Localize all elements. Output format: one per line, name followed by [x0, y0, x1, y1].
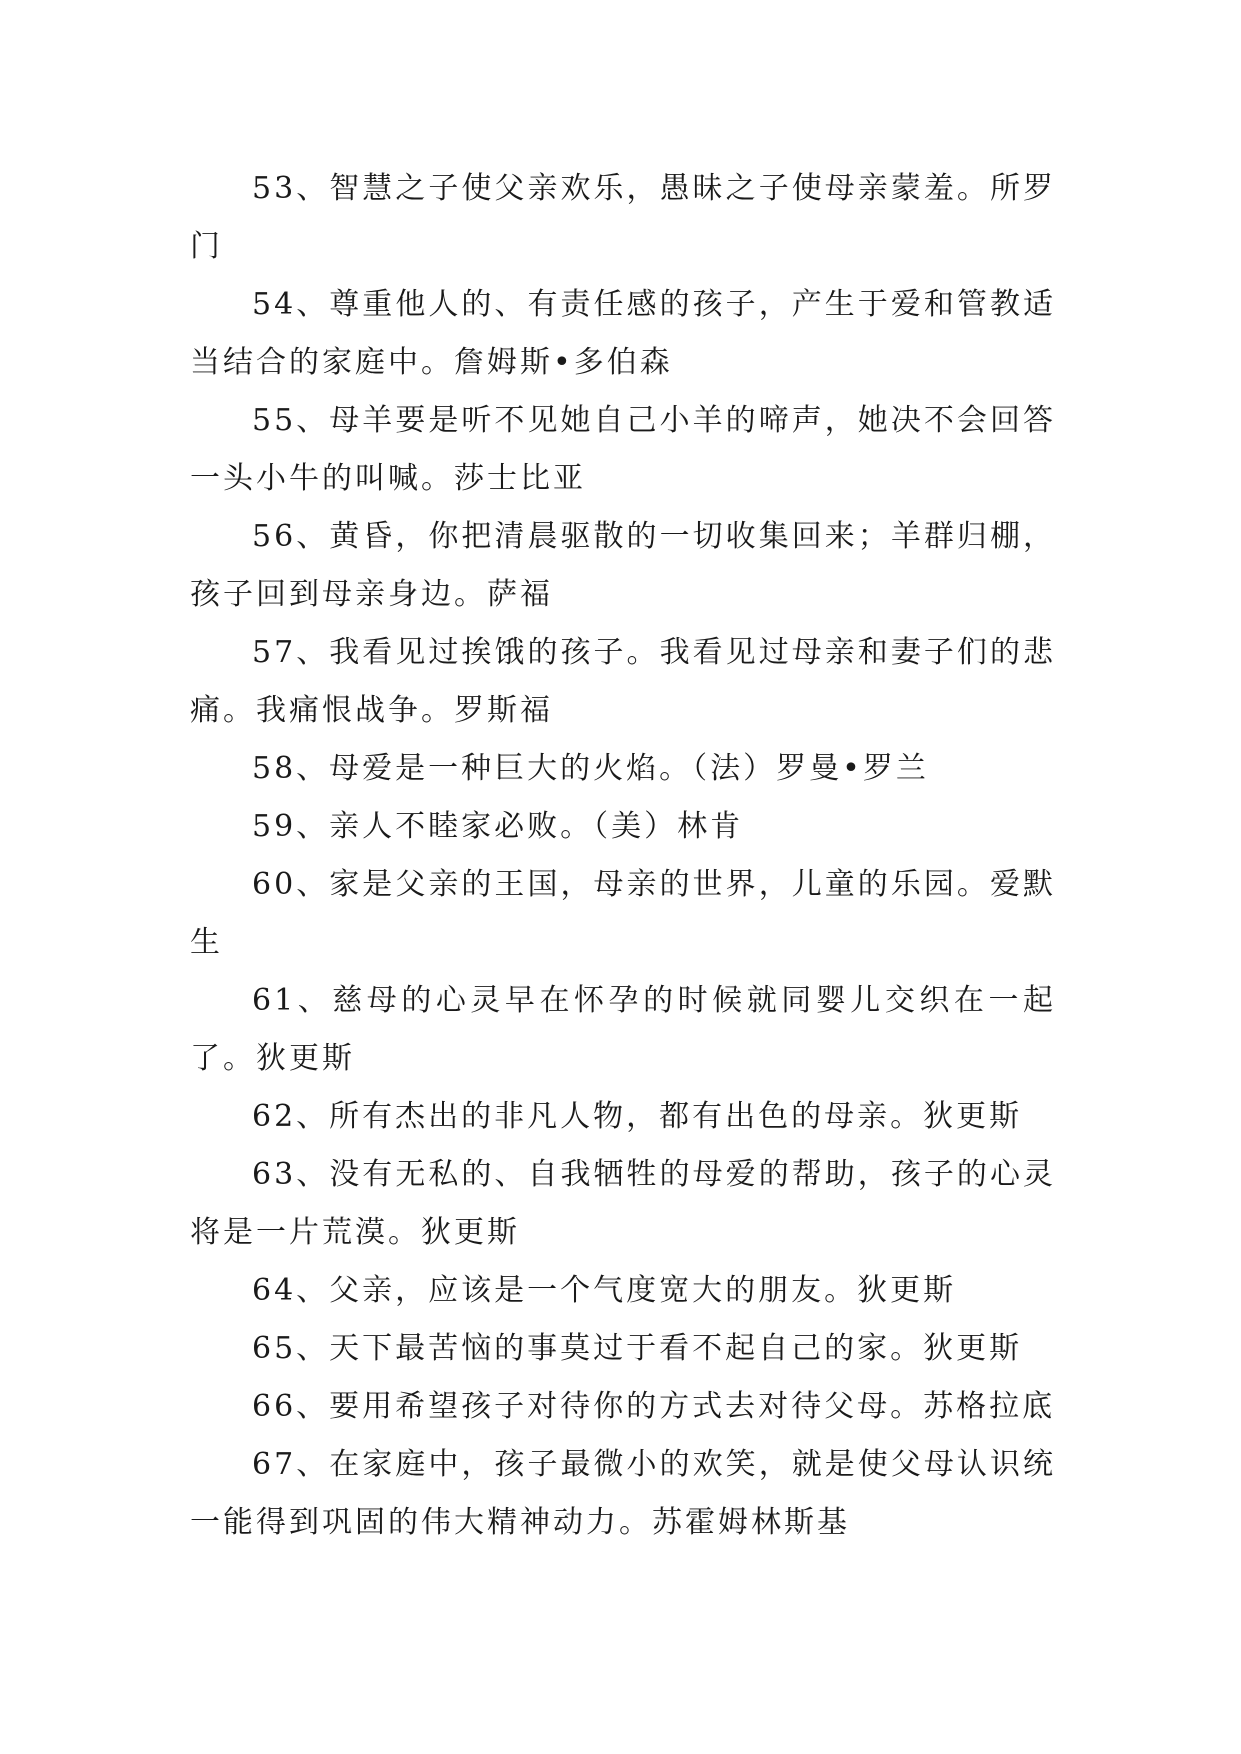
quote-list	[190, 160, 1056, 1552]
quote-61: 61、慈母的心灵早在怀孕的时候就同婴儿交织在一起了。狄更斯	[190, 983, 1056, 1076]
quote-54: 54、尊重他人的、有责任感的孩子，产生于爱和管教适当结合的家庭中。詹姆斯•多伯森	[190, 287, 1056, 380]
quote-58: 58、母爱是一种巨大的火焰。（法）罗曼•罗兰	[252, 751, 929, 786]
quote-64: 64、父亲，应该是一个气度宽大的朋友。狄更斯	[252, 1273, 957, 1308]
quote-59: 59、亲人不睦家必败。（美）林肯	[252, 809, 744, 844]
quote-53: 53、智慧之子使父亲欢乐，愚昧之子使母亲蒙羞。所罗门	[190, 171, 1056, 264]
quote-57: 57、我看见过挨饿的孩子。我看见过母亲和妻子们的悲痛。我痛恨战争。罗斯福	[190, 635, 1056, 728]
quote-56: 56、黄昏，你把清晨驱散的一切收集回来；羊群归棚，孩子回到母亲身边。萨福	[190, 519, 1056, 612]
quote-66: 66、要用希望孩子对待你的方式去对待父母。苏格拉底	[252, 1389, 1056, 1424]
quote-60: 60、家是父亲的王国，母亲的世界，儿童的乐园。爱默生	[190, 867, 1056, 960]
quote-62: 62、所有杰出的非凡人物，都有出色的母亲。狄更斯	[252, 1099, 1023, 1134]
quote-55: 55、母羊要是听不见她自己小羊的啼声，她决不会回答一头小牛的叫喊。莎士比亚	[190, 403, 1056, 496]
quote-65: 65、天下最苦恼的事莫过于看不起自己的家。狄更斯	[252, 1331, 1023, 1366]
quote-67: 67、在家庭中，孩子最微小的欢笑，就是使父母认识统一能得到巩固的伟大精神动力。苏霍姆林斯基	[190, 1447, 1056, 1540]
quote-63: 63、没有无私的、自我牺牲的母爱的帮助，孩子的心灵将是一片荒漠。狄更斯	[190, 1157, 1056, 1250]
